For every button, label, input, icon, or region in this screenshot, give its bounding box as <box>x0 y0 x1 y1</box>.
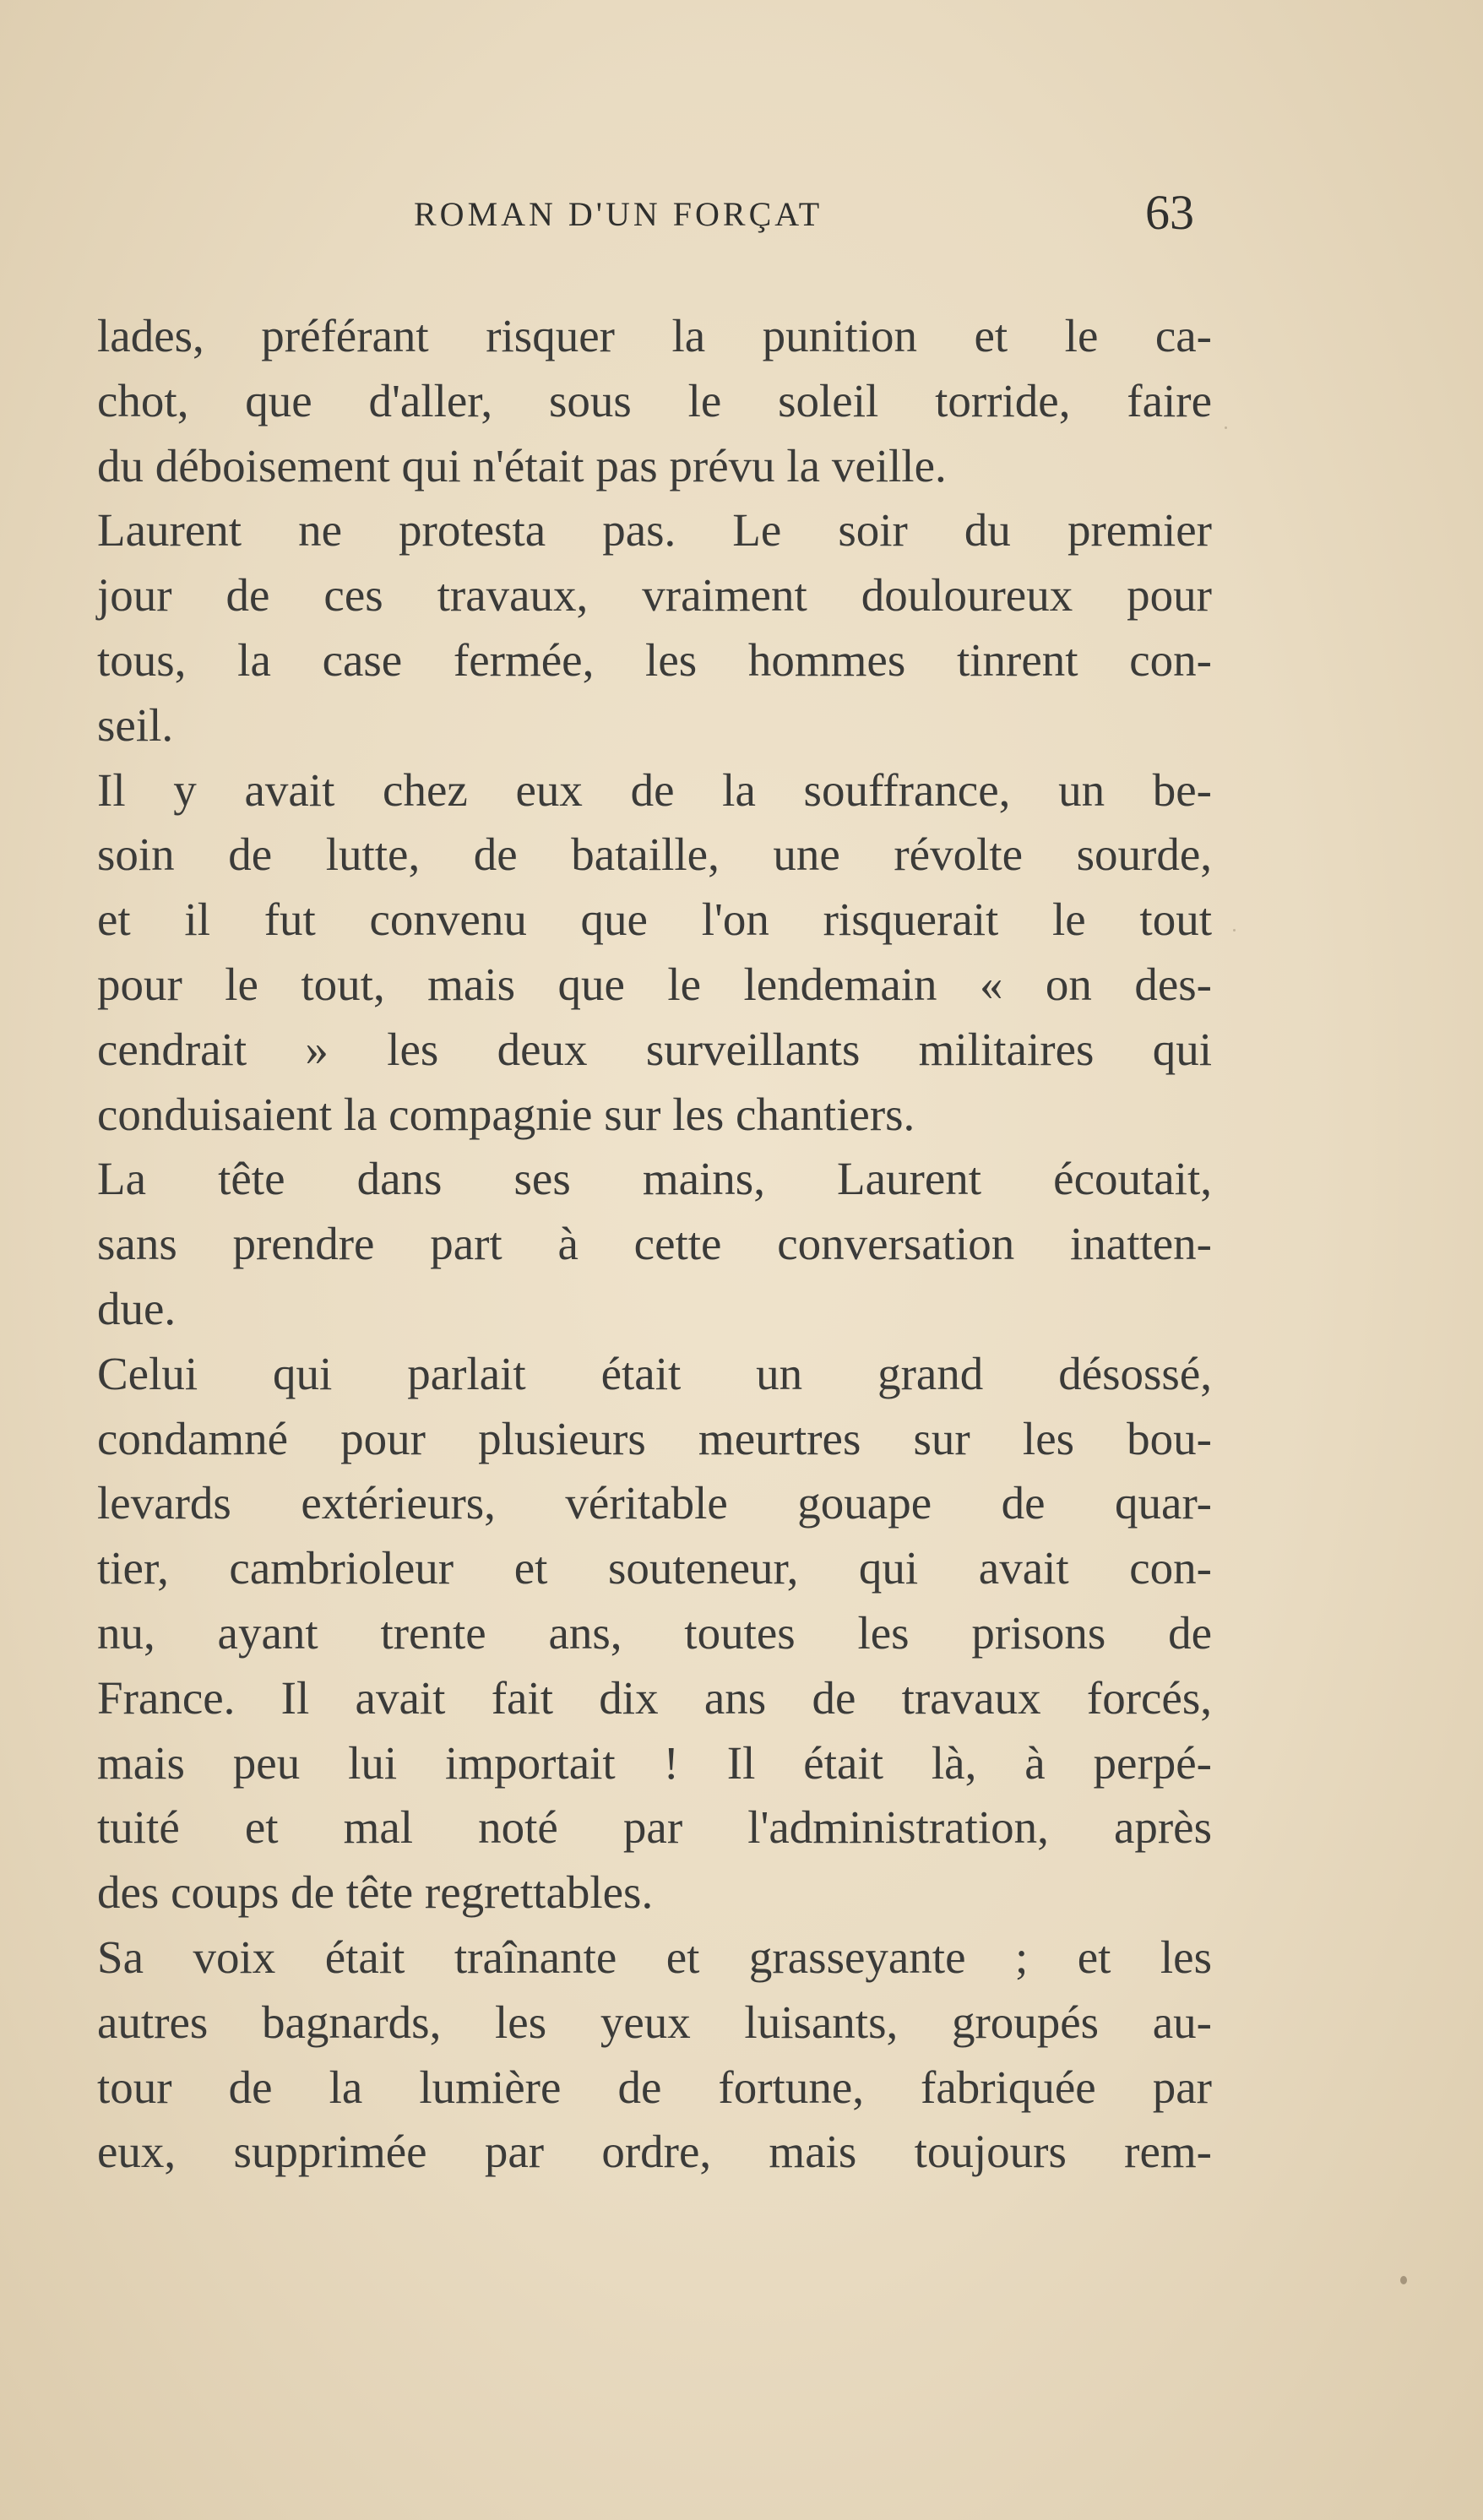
text-line: levards extérieurs, véritable gouape de quar- <box>97 1477 1212 1529</box>
text-line: France. Il avait fait dix ans de travaux forcés, <box>97 1671 1212 1724</box>
text-line: tour de la lumière de fortune, fabriquée par <box>97 2061 1212 2113</box>
text-line: nu, ayant trente ans, toutes les prisons de <box>97 1606 1212 1659</box>
text-line: Il y avait chez eux de la souffrance, un be- <box>97 763 1212 816</box>
text-line: Celui qui parlait était un grand désossé, <box>97 1347 1212 1399</box>
text-line: soin de lutte, de bataille, une révolte sourde, <box>97 828 1212 881</box>
text-line: conduisaient la compagnie sur les chantiers. <box>97 1088 915 1140</box>
paper-speck <box>1233 929 1236 931</box>
paper-speck <box>1225 426 1227 429</box>
text-line: tier, cambrioleur et souteneur, qui avait con- <box>97 1542 1212 1594</box>
page-number: 63 <box>1145 185 1194 240</box>
text-line: chot, que d'aller, sous le soleil torride, faire <box>97 374 1212 426</box>
paper-speck <box>1400 2276 1407 2284</box>
text-line: Laurent ne protesta pas. Le soir du premier <box>97 504 1212 557</box>
text-line: du déboisement qui n'était pas prévu la veille. <box>97 439 947 492</box>
page-header <box>0 184 1483 240</box>
text-line: des coups de tête regrettables. <box>97 1866 654 1919</box>
text-line: eux, supprimée par ordre, mais toujours rem- <box>97 2126 1212 2178</box>
text-line: jour de ces travaux, vraiment douloureux pour <box>97 569 1212 622</box>
text-line: sans prendre part à cette conversation inatten- <box>97 1218 1212 1270</box>
text-line: pour le tout, mais que le lendemain « on des- <box>97 958 1212 1010</box>
text-line: La tête dans ses mains, Laurent écoutait, <box>97 1153 1212 1205</box>
text-line: tous, la case fermée, les hommes tinrent con- <box>97 633 1212 686</box>
text-line: Sa voix était traînante et grasseyante ; et les <box>97 1931 1212 1983</box>
text-line: due. <box>97 1282 177 1334</box>
text-line: cendrait » les deux surveillants militaires qui <box>97 1023 1212 1075</box>
text-line: condamné pour plusieurs meurtres sur les bou- <box>97 1412 1212 1464</box>
running-title: ROMAN D'UN FORÇAT <box>414 195 823 233</box>
text-line: et il fut convenu que l'on risquerait le tout <box>97 893 1212 946</box>
text-line: seil. <box>97 698 174 751</box>
text-line: mais peu lui importait ! Il était là, à perpé- <box>97 1736 1212 1789</box>
body-text <box>97 304 1212 2185</box>
text-line: tuité et mal noté par l'administration, après <box>97 1801 1212 1854</box>
text-line: autres bagnards, les yeux luisants, groupés au- <box>97 1996 1212 2048</box>
text-line: lades, préférant risquer la punition et le ca- <box>97 310 1212 361</box>
